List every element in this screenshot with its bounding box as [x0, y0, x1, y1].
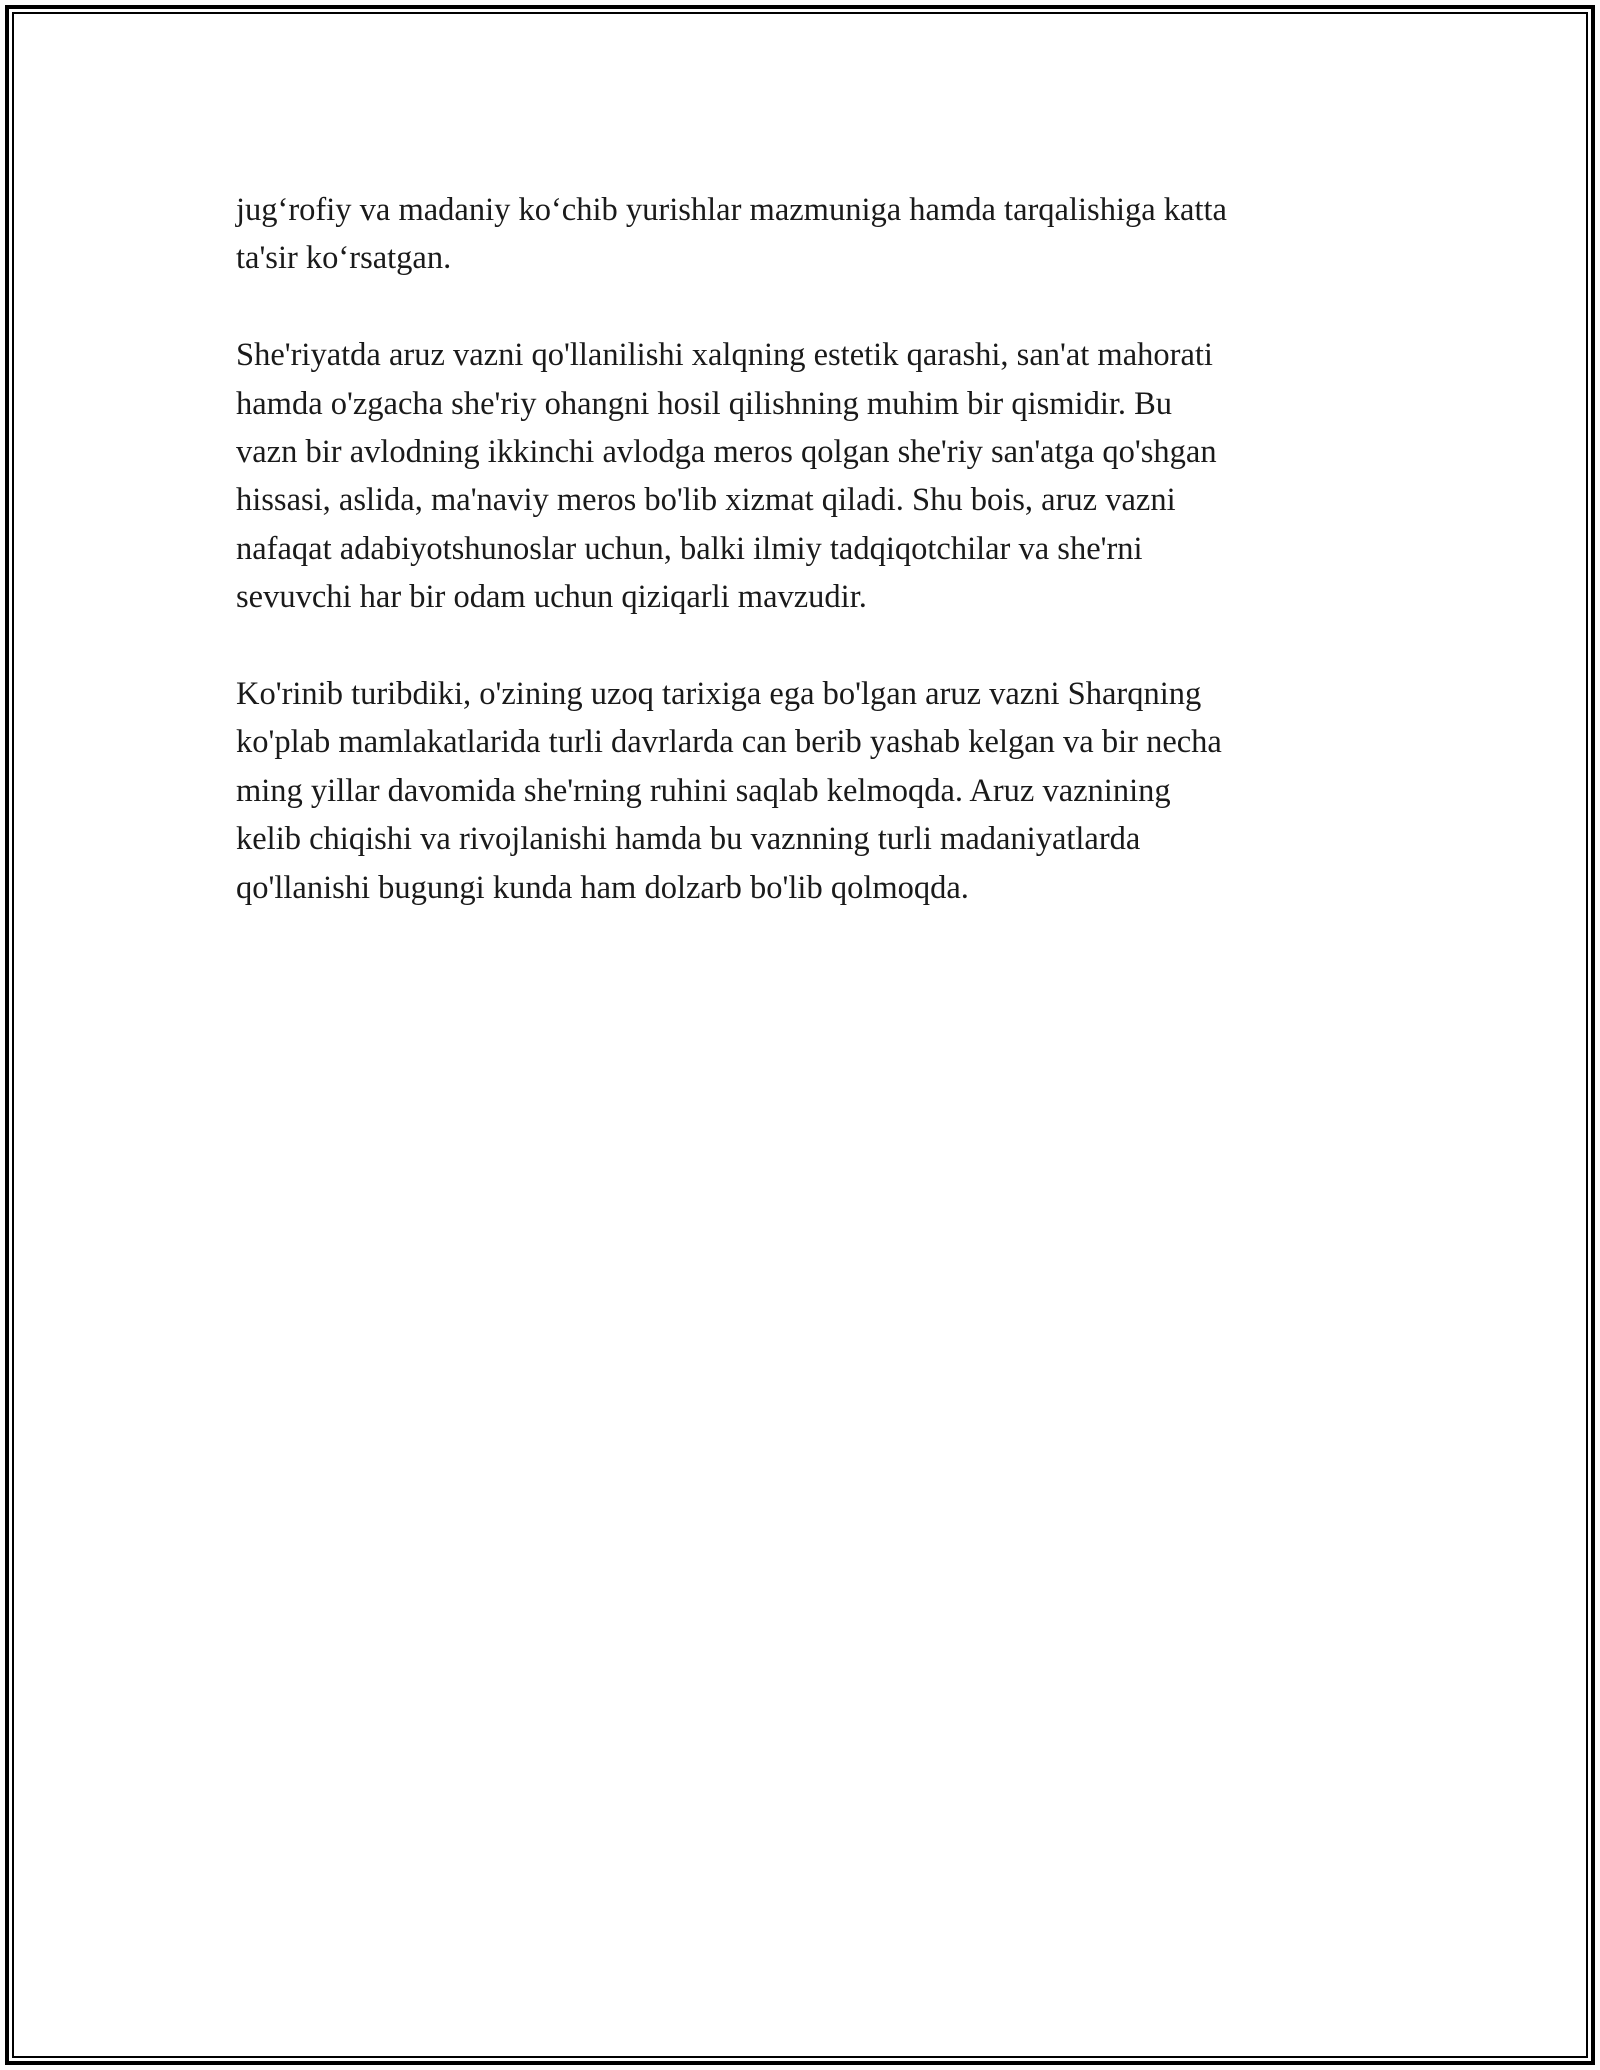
paragraph-2: [236, 331, 1366, 621]
paragraph-line: jug‘rofiy va madaniy ko‘chib yurishlar mazmuniga hamda tarqalishiga katta: [236, 192, 1227, 228]
paragraph-line: qo'llanishi bugungi kunda ham dolzarb bo'lib qolmoqda.: [236, 869, 969, 906]
paragraph-line: hissasi, aslida, ma'naviy meros bo'lib xizmat qiladi. Shu bois, aruz vazni: [236, 482, 1176, 519]
paragraph-line: ming yillar davomida she'rning ruhini saqlab kelmoqda. Aruz vaznining: [236, 772, 1171, 809]
paragraph-line: Ko'rinib turibdiki, o'zining uzoq tarixiga ega bo'lgan aruz vazni Sharqning: [236, 676, 1202, 713]
paragraph-line: sevuvchi har bir odam uchun qiziqarli mavzudir.: [236, 579, 867, 616]
paragraph-line: ko'plab mamlakatlarida turli davrlarda can berib yashab kelgan va bir necha: [236, 724, 1222, 761]
paragraph-line: vazn bir avlodning ikkinchi avlodga meros qolgan she'riy san'atga qo'shgan: [236, 434, 1217, 471]
paragraph-1: [236, 186, 1366, 283]
paragraph-line: hamda o'zgacha she'riy ohangni hosil qilishning muhim bir qismidir. Bu: [236, 385, 1173, 422]
paragraph-3: [236, 670, 1366, 912]
paragraph-line: nafaqat adabiyotshunoslar uchun, balki ilmiy tadqiqotchilar va she'rni: [236, 530, 1143, 567]
paragraph-line: ta'sir ko‘rsatgan.: [236, 240, 452, 277]
paragraph-line: kelib chiqishi va rivojlanishi hamda bu vaznning turli madaniyatlarda: [236, 821, 1141, 858]
document-body: [236, 186, 1366, 960]
paragraph-line: She'riyatda aruz vazni qo'llanilishi xalqning estetik qarashi, san'at mahorati: [236, 337, 1213, 374]
